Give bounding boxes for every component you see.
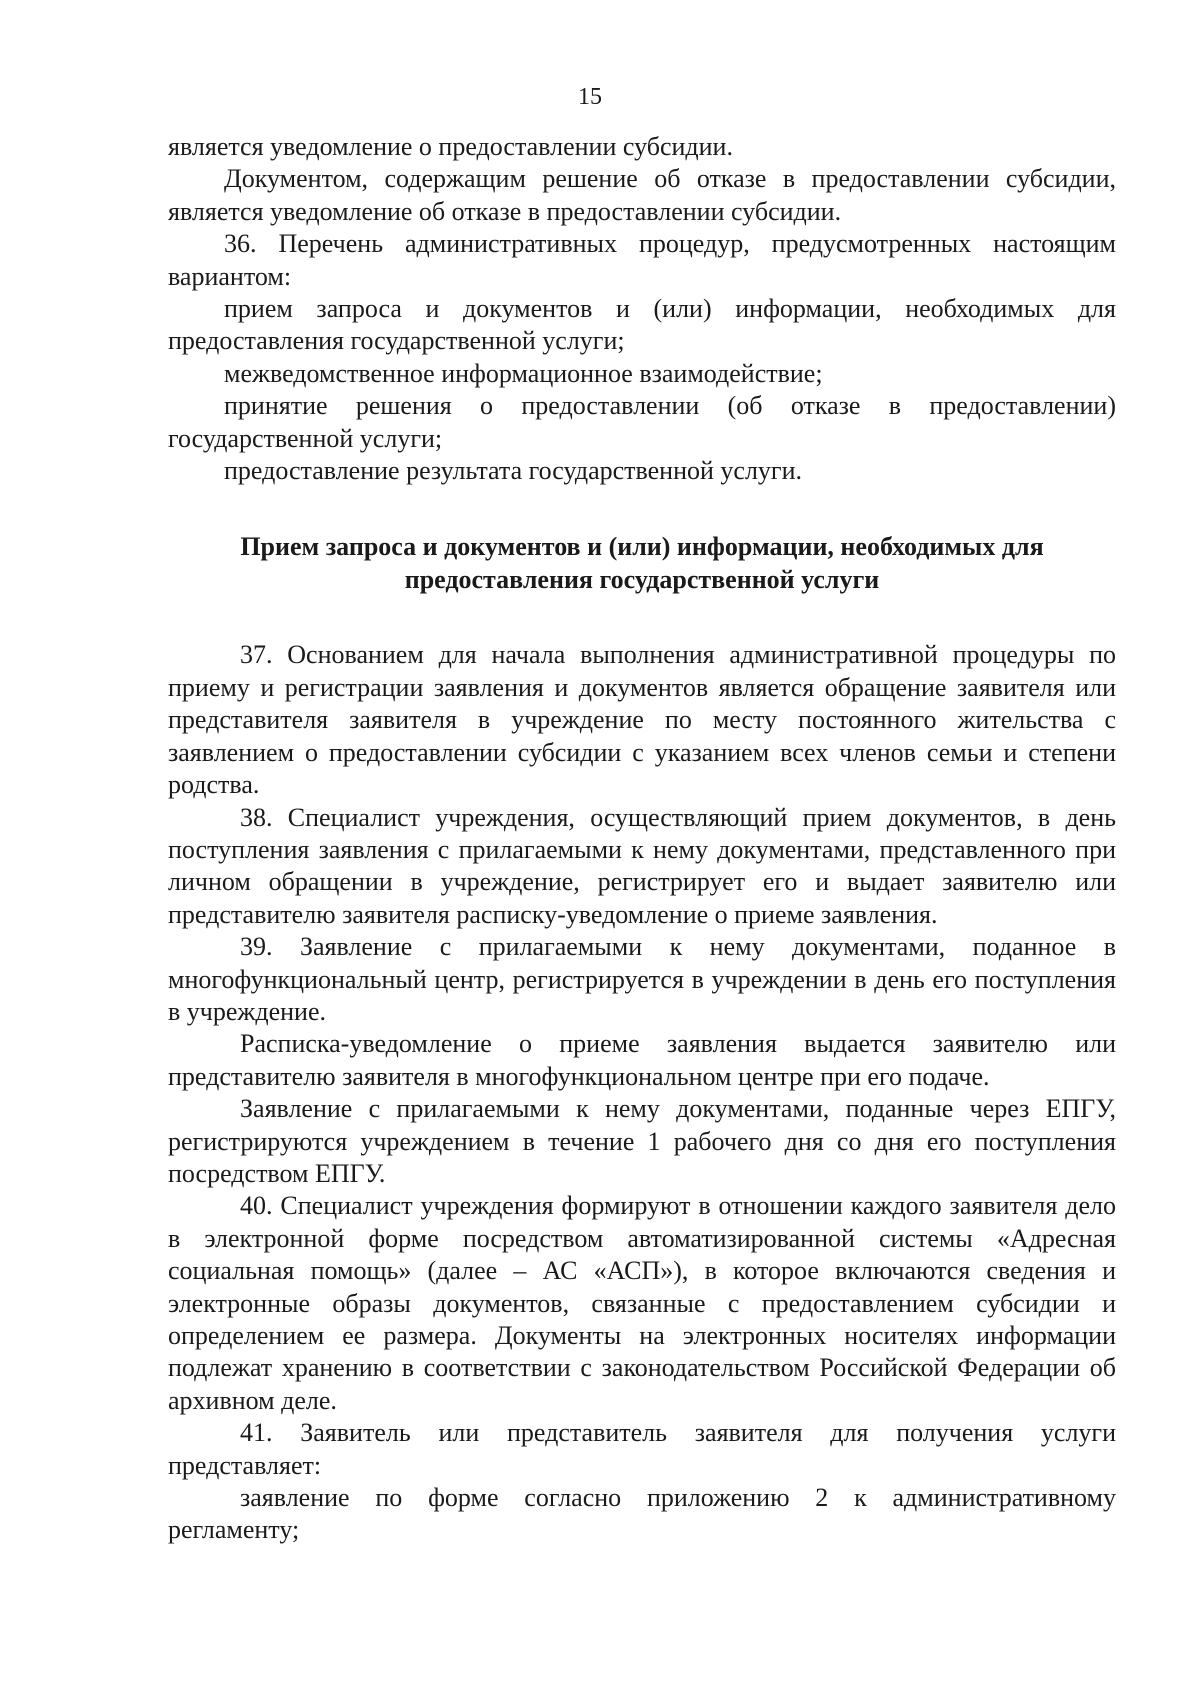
paragraph-36: 36. Перечень административных процедур, предусмотренных настоящим вариантом: — [168, 229, 1116, 291]
paragraph-receipt-notice: Расписка-уведомление о приеме заявления выдается заявителю или представителю заявителя в многофункциональном центре при его подаче. — [168, 1029, 1116, 1091]
paragraph-37: 37. Основанием для начала выполнения административной процедуры по приему и регистрации заявления и документов является обращение заявителя или представителя заявителя в учреждение по месту постоянного жительства с заявлением о предоставлении субсидии с указанием всех членов семьи и степени родства. — [168, 640, 1116, 800]
paragraph-intro: является уведомление о предоставлении субсидии. — [168, 132, 733, 161]
list-item-request-reception: прием запроса и документов и (или) информации, необходимых для предоставления государственной услуги; — [168, 294, 1116, 356]
paragraph-38: 38. Специалист учреждения, осуществляющий прием документов, в день поступления заявления с прилагаемыми к нему документами, представленного при личном обращении в учреждение, регистрирует его и выдает заявителю или представителю заявителя расписку-уведомление о приеме заявления. — [168, 802, 1116, 929]
paragraph-41: 41. Заявитель или представитель заявителя для получения услуги представляет: — [168, 1418, 1116, 1480]
paragraph-epgu-registration: Заявление с прилагаемыми к нему документами, поданные через ЕПГУ, регистрируются учреждением в течение 1 рабочего дня со дня его поступления посредством ЕПГУ. — [168, 1094, 1116, 1188]
page-number: 15 — [578, 84, 602, 110]
section-heading: Прием запроса и документов и (или) информации, необходимых для предоставления государственной услуги — [240, 532, 1044, 595]
list-item-result: предоставление результата государственной услуги. — [224, 456, 803, 486]
list-item-interagency: межведомственное информационное взаимодействие; — [224, 358, 823, 388]
document-body — [168, 131, 1116, 1547]
list-item-decision: принятие решения о предоставлении (об отказе в предоставлении) государственной услуги; — [168, 391, 1116, 453]
list-item-application-form: заявление по форме согласно приложению 2 к административному регламенту; — [168, 1483, 1116, 1545]
paragraph-39: 39. Заявление с прилагаемыми к нему документами, поданное в многофункциональный центр, регистрируется в учреждении в день его поступления в учреждение. — [168, 932, 1116, 1026]
paragraph-refusal-document: Документом, содержащим решение об отказе в предоставлении субсидии, является уведомление об отказе в предоставлении субсидии. — [168, 164, 1116, 226]
paragraph-40: 40. Специалист учреждения формируют в отношении каждого заявителя дело в электронной форме посредством автоматизированной системы «Адресная социальная помощь» (далее – АС «АСП»), в которое включаются сведения и электронные образы документов, связанные с предоставлением субсидии и определением ее размера. Документы на электронных носителях информации подлежат хранению в соответствии с законодательством Российской Федерации об архивном деле. — [168, 1191, 1116, 1415]
